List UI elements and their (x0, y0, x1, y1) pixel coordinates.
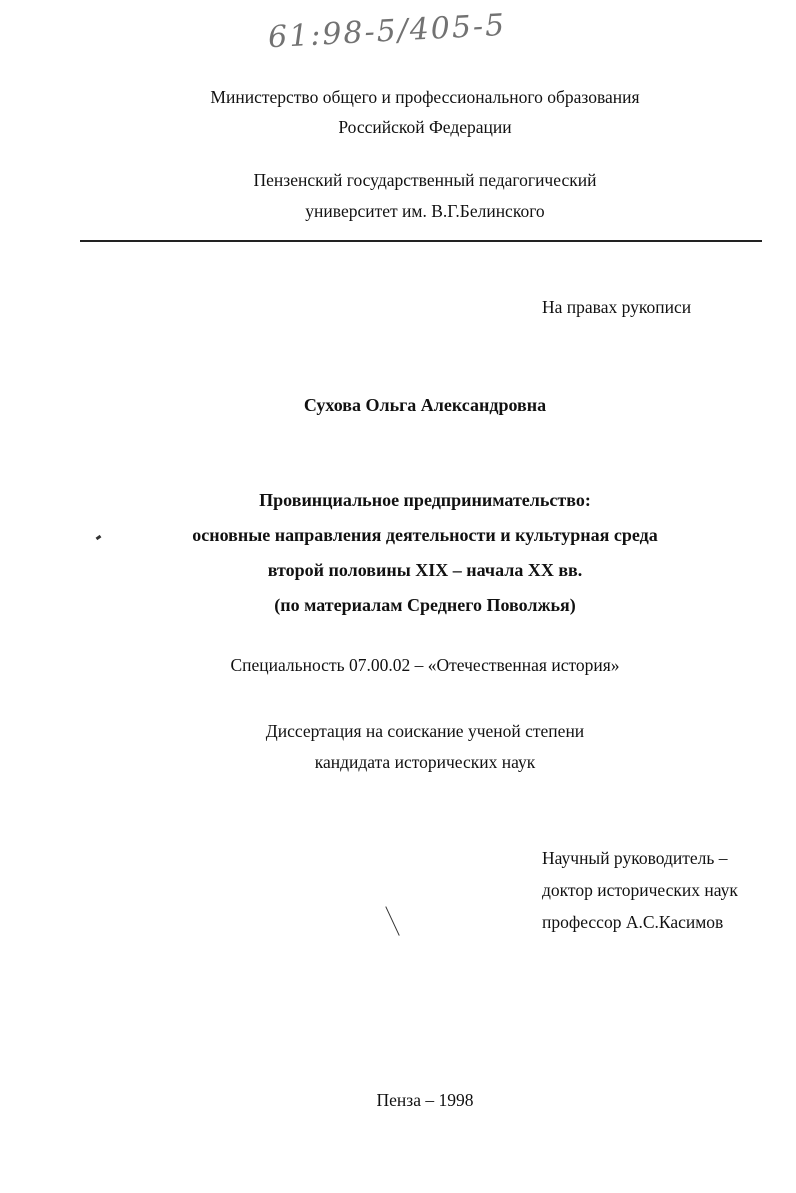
university-line-2: университет им. В.Г.Белинского (305, 201, 545, 221)
ministry-line-2: Российской Федерации (338, 117, 512, 137)
title-line-1: Провинциальное предпринимательство: (259, 490, 591, 510)
title-line-2: основные направления деятельности и культурная среда (192, 525, 658, 545)
title-line-3: второй половины XIX – начала XX вв. (267, 560, 583, 580)
ministry-line-1: Министерство общего и профессионального образования (210, 87, 640, 107)
title-line-4: (по материалам Среднего Поволжья) (274, 595, 576, 615)
university-line-1: Пензенский государственный педагогический (253, 170, 597, 190)
degree-line-1: Диссертация на соискание ученой степени (265, 721, 585, 741)
author-name: Сухова Ольга Александровна (303, 395, 547, 415)
specialty: Специальность 07.00.02 – «Отечественная история» (230, 655, 620, 675)
supervisor-line-1: Научный руководитель – (542, 848, 728, 868)
header-divider (80, 240, 762, 242)
supervisor-line-3: профессор А.С.Касимов (542, 912, 724, 932)
scan-pen-stroke (385, 906, 400, 936)
degree-line-2: кандидата исторических наук (314, 752, 536, 772)
handwritten-shelf-mark: 61:98-5/405-5 (267, 7, 508, 56)
place-year: Пенза – 1998 (376, 1090, 474, 1110)
manuscript-note: На правах рукописи (542, 297, 692, 317)
supervisor-line-2: доктор исторических наук (542, 880, 738, 900)
